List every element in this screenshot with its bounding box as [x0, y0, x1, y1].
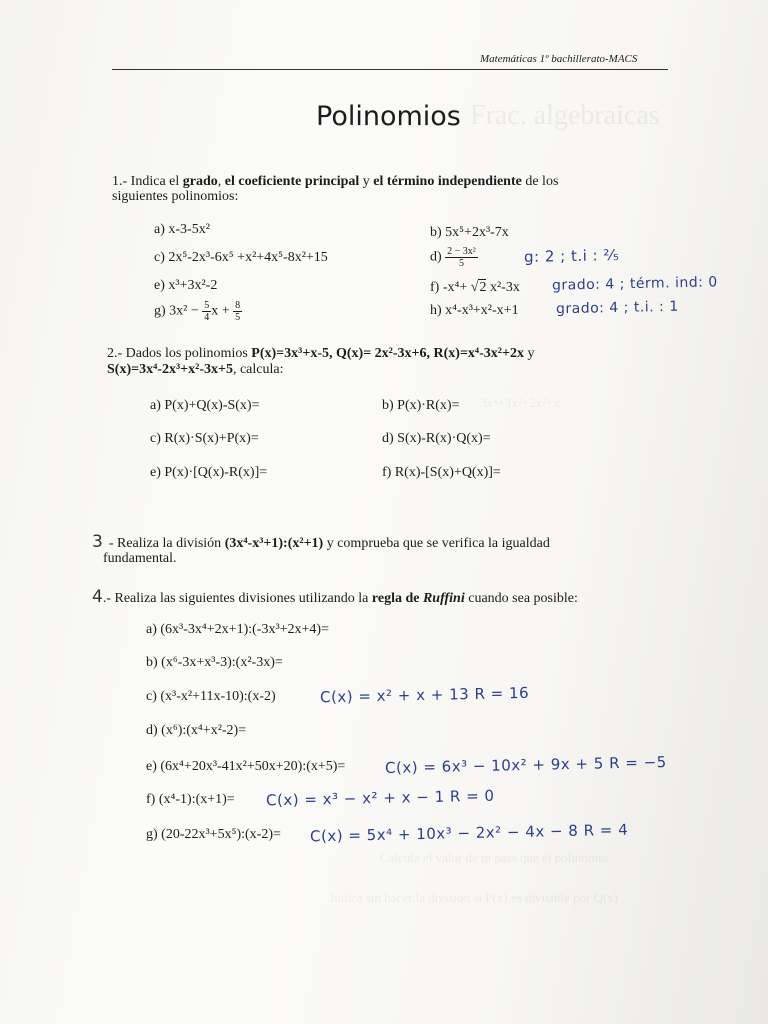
square-root: √2	[470, 280, 487, 295]
header-rule	[112, 69, 668, 70]
ex2-item-d: d) S(x)-R(x)·Q(x)=	[382, 431, 491, 446]
ex1-item-c: c) 2x⁵-2x³-6x⁵ +x²+4x⁵-8x²+15	[154, 250, 328, 265]
ex1-item-f: f) -x⁴+ √2 x²-3x	[430, 280, 520, 295]
fraction: $\frac{5}{4}$	[204, 300, 210, 323]
ex1-item-g: g) 3x² − $\frac{5}{4}$ x + $\frac{8}{5}$	[154, 300, 241, 323]
ex4-item-e: e) (6x⁴+20x³-41x²+50x+20):(x+5)=	[146, 759, 346, 774]
exercise-3-statement: 3 - Realiza la división (3x⁴-x³+1):(x²+1) y comprueba que se verifica la igualdad	[92, 532, 550, 552]
ex1-item-a: a) x-3-5x²	[154, 222, 210, 237]
ex1-item-h: h) x⁴-x³+x²-x+1	[430, 303, 519, 318]
exercise-2-statement: 2.- Dados los polinomios P(x)=3x³+x-5, Q(x)= 2x²-3x+6, R(x)=x⁴-3x²+2x y	[107, 346, 535, 361]
exercise-1-statement-line2: siguientes polinomios:	[112, 189, 239, 204]
ex1-item-b: b) 5x⁵+2x³-7x	[430, 225, 509, 240]
page-header: Matemáticas 1º bachillerato-MACS	[480, 53, 638, 65]
ex4-item-f: f) (x⁴-1):(x+1)=	[146, 792, 235, 807]
ex2-item-f: f) R(x)-[S(x)+Q(x)]=	[382, 465, 501, 480]
handwritten-exercise-number: 4	[92, 587, 103, 607]
bleed-through-text: 3x⁴+3x³+2x²+x	[480, 395, 560, 410]
fraction: $\frac{\text{2 − 3x²}}{5}$	[447, 246, 476, 269]
bleed-through-text: Calcula el valor de m para que el polinomio	[380, 850, 609, 865]
ex2-item-e: e) P(x)·[Q(x)-R(x)]=	[150, 465, 268, 480]
page-title: Polinomios	[316, 101, 461, 132]
handwritten-answer-h: grado: 4 ; t.i. : 1	[555, 298, 679, 318]
ex1-item-d: d) $\frac{\text{2 − 3x²}}{5}$	[430, 246, 476, 269]
ex4-item-b: b) (x⁶-3x+x³-3):(x²-3x)=	[146, 655, 283, 670]
ex4-item-g: g) (20-22x³+5x⁵):(x-2)=	[146, 827, 281, 842]
ex4-item-c: c) (x³-x²+11x-10):(x-2)	[146, 689, 276, 704]
bleed-through-text: Indica sin hacer la división si P(x) es divisible por Q(x)	[330, 890, 619, 905]
handwritten-answer-d: g: 2 ; t.i : ²⁄₅	[523, 246, 620, 266]
ex4-item-a: a) (6x³-3x⁴+2x+1):(-3x³+2x+4)=	[146, 622, 329, 637]
handwritten-answer-f: grado: 4 ; térm. ind: 0	[551, 274, 718, 294]
exercise-4-statement: 4.- Realiza las siguientes divisiones utilizando la regla de Ruffini cuando sea posible:	[92, 587, 578, 607]
ex2-item-a: a) P(x)+Q(x)-S(x)=	[150, 398, 260, 413]
ex2-item-c: c) R(x)·S(x)+P(x)=	[150, 431, 259, 446]
ex2-item-b: b) P(x)·R(x)=	[382, 398, 460, 413]
exercise-2-statement-line2: S(x)=3x⁴-2x³+x²-3x+5, calcula:	[107, 362, 284, 377]
ex4-item-d: d) (x⁶):(x⁴+x²-2)=	[146, 723, 247, 738]
handwritten-answer-c: C(x) = x² + x + 13 R = 16	[319, 683, 530, 707]
exercise-3-statement-line2: fundamental.	[103, 551, 177, 566]
handwritten-answer-f4: C(x) = x³ − x² + x − 1 R = 0	[265, 786, 495, 810]
ex1-item-e: e) x³+3x²-2	[154, 278, 218, 293]
exercise-1-statement: 1.- Indica el grado, el coeficiente principal y el término independiente de los	[112, 174, 559, 189]
exercise-number: 1.-	[112, 174, 131, 189]
fraction: $\frac{8}{5}$	[235, 300, 241, 323]
handwritten-answer-g: C(x) = 5x⁴ + 10x³ − 2x² − 4x − 8 R = 4	[309, 820, 629, 846]
handwritten-answer-e: C(x) = 6x³ − 10x² + 9x + 5 R = −5	[384, 753, 667, 777]
bleed-through-text: Frac. algebraicas	[470, 100, 660, 131]
handwritten-exercise-number: 3	[92, 532, 103, 552]
